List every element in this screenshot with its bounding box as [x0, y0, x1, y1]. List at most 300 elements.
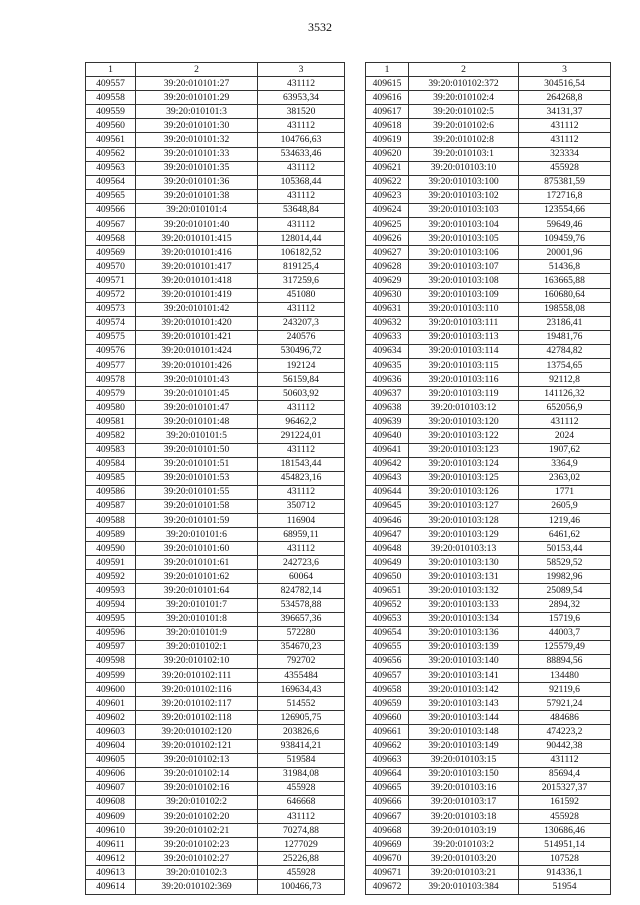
cadastral-number: 39:20:010103:127: [409, 499, 519, 513]
row-number: 409644: [366, 485, 409, 499]
cadastral-value: 519584: [258, 753, 345, 767]
cadastral-value: 181543,44: [258, 457, 345, 471]
row-number: 409662: [366, 739, 409, 753]
row-number: 409616: [366, 91, 409, 105]
table-row: [86, 471, 345, 485]
row-number: 409615: [366, 77, 409, 91]
cadastral-number: 39:20:010103:384: [409, 880, 519, 894]
table-row: [86, 147, 345, 161]
row-number: 409648: [366, 542, 409, 556]
row-number: 409573: [86, 302, 136, 316]
column-header-2: 2: [409, 63, 519, 77]
cadastral-number: 39:20:010103:1: [409, 147, 519, 161]
cadastral-value: 63953,34: [258, 91, 345, 105]
cadastral-value: 105368,44: [258, 175, 345, 189]
table-row: [366, 105, 611, 119]
table-row: [366, 77, 611, 91]
cadastral-number: 39:20:010101:421: [136, 330, 258, 344]
cadastral-value: 59649,46: [519, 218, 611, 232]
table-row: [366, 838, 611, 852]
cadastral-number: 39:20:010102:10: [136, 654, 258, 668]
cadastral-number: 39:20:010103:106: [409, 246, 519, 260]
row-number: 409640: [366, 429, 409, 443]
table-row: [86, 612, 345, 626]
row-number: 409598: [86, 654, 136, 668]
row-number: 409625: [366, 218, 409, 232]
cadastral-value: 454823,16: [258, 471, 345, 485]
row-number: 409668: [366, 824, 409, 838]
cadastral-value: 109459,76: [519, 232, 611, 246]
cadastral-number: 39:20:010103:100: [409, 175, 519, 189]
table-row: [86, 809, 345, 823]
cadastral-number: 39:20:010102:2: [136, 795, 258, 809]
cadastral-value: 317259,6: [258, 274, 345, 288]
row-number: 409628: [366, 260, 409, 274]
table-row: [86, 203, 345, 217]
cadastral-number: 39:20:010103:103: [409, 203, 519, 217]
table-row: [86, 358, 345, 372]
table-row: [366, 570, 611, 584]
table-row: [86, 739, 345, 753]
cadastral-number: 39:20:010103:110: [409, 302, 519, 316]
column-header-1: 1: [86, 63, 136, 77]
row-number: 409582: [86, 429, 136, 443]
table-body-left: [86, 77, 345, 894]
row-number: 409597: [86, 640, 136, 654]
row-number: 409583: [86, 443, 136, 457]
table-row: [86, 683, 345, 697]
cadastral-value: 396657,36: [258, 612, 345, 626]
row-number: 409618: [366, 119, 409, 133]
table-row: [86, 373, 345, 387]
row-number: 409557: [86, 77, 136, 91]
table-row: [86, 274, 345, 288]
table-row: [86, 838, 345, 852]
table-row: [86, 387, 345, 401]
cadastral-number: 39:20:010102:20: [136, 809, 258, 823]
cadastral-number: 39:20:010102:372: [409, 77, 519, 91]
cadastral-number: 39:20:010103:125: [409, 471, 519, 485]
cadastral-number: 39:20:010103:150: [409, 767, 519, 781]
cadastral-number: 39:20:010101:58: [136, 499, 258, 513]
table-row: [366, 725, 611, 739]
cadastral-value: 203826,6: [258, 725, 345, 739]
cadastral-value: 646668: [258, 795, 345, 809]
row-number: 409652: [366, 598, 409, 612]
cadastral-value: 50603,92: [258, 387, 345, 401]
row-number: 409646: [366, 514, 409, 528]
table-row: [86, 415, 345, 429]
cadastral-value: 474223,2: [519, 725, 611, 739]
cadastral-value: 1219,46: [519, 514, 611, 528]
cadastral-value: 431112: [258, 485, 345, 499]
cadastral-number: 39:20:010101:38: [136, 189, 258, 203]
cadastral-value: 455928: [519, 161, 611, 175]
row-number: 409665: [366, 781, 409, 795]
table-row: [366, 288, 611, 302]
table-row: [86, 189, 345, 203]
row-number: 409610: [86, 824, 136, 838]
table-row: [86, 514, 345, 528]
cadastral-number: 39:20:010102:111: [136, 669, 258, 683]
cadastral-value: 192124: [258, 358, 345, 372]
cadastral-number: 39:20:010103:111: [409, 316, 519, 330]
row-number: 409559: [86, 105, 136, 119]
row-number: 409639: [366, 415, 409, 429]
cadastral-value: 126905,75: [258, 711, 345, 725]
table-row: [86, 330, 345, 344]
table-row: [86, 697, 345, 711]
cadastral-number: 39:20:010103:109: [409, 288, 519, 302]
page-number: 3532: [308, 20, 332, 34]
cadastral-number: 39:20:010101:59: [136, 514, 258, 528]
row-number: 409565: [86, 189, 136, 203]
cadastral-number: 39:20:010101:7: [136, 598, 258, 612]
row-number: 409607: [86, 781, 136, 795]
table-row: [366, 556, 611, 570]
cadastral-value: 242723,6: [258, 556, 345, 570]
cadastral-value: 23186,41: [519, 316, 611, 330]
table-row: [366, 542, 611, 556]
cadastral-number: 39:20:010101:420: [136, 316, 258, 330]
cadastral-value: 381520: [258, 105, 345, 119]
row-number: 409580: [86, 401, 136, 415]
row-number: 409617: [366, 105, 409, 119]
cadastral-value: 1907,62: [519, 443, 611, 457]
cadastral-number: 39:20:010101:4: [136, 203, 258, 217]
cadastral-number: 39:20:010103:141: [409, 669, 519, 683]
row-number: 409570: [86, 260, 136, 274]
table-row: [366, 358, 611, 372]
column-header-2: 2: [136, 63, 258, 77]
cadastral-number: 39:20:010103:134: [409, 612, 519, 626]
cadastral-value: 514552: [258, 697, 345, 711]
row-number: 409638: [366, 401, 409, 415]
column-header-3: 3: [519, 63, 611, 77]
cadastral-value: 161592: [519, 795, 611, 809]
row-number: 409578: [86, 373, 136, 387]
cadastral-value: 534633,46: [258, 147, 345, 161]
header-row: [366, 63, 611, 77]
table-row: [366, 373, 611, 387]
table-row: [366, 401, 611, 415]
cadastral-value: 44003,7: [519, 626, 611, 640]
row-number: 409571: [86, 274, 136, 288]
cadastral-number: 39:20:010101:33: [136, 147, 258, 161]
row-number: 409603: [86, 725, 136, 739]
cadastral-number: 39:20:010103:133: [409, 598, 519, 612]
cadastral-value: 484686: [519, 711, 611, 725]
cadastral-value: 2015327,37: [519, 781, 611, 795]
row-number: 409645: [366, 499, 409, 513]
table-row: [86, 852, 345, 866]
cadastral-number: 39:20:010103:16: [409, 781, 519, 795]
cadastral-value: 875381,59: [519, 175, 611, 189]
cadastral-number: 39:20:010103:12: [409, 401, 519, 415]
cadastral-number: 39:20:010102:8: [409, 133, 519, 147]
row-number: 409614: [86, 880, 136, 894]
table-row: [86, 725, 345, 739]
table-row: [366, 161, 611, 175]
cadastral-value: 107528: [519, 852, 611, 866]
table-row: [86, 443, 345, 457]
cadastral-number: 39:20:010101:32: [136, 133, 258, 147]
cadastral-value: 431112: [258, 77, 345, 91]
cadastral-value: 455928: [258, 866, 345, 880]
cadastral-value: 15719,6: [519, 612, 611, 626]
cadastral-number: 39:20:010102:6: [409, 119, 519, 133]
table-row: [86, 288, 345, 302]
table-row: [86, 161, 345, 175]
cadastral-number: 39:20:010102:16: [136, 781, 258, 795]
table-row: [86, 91, 345, 105]
table-row: [86, 626, 345, 640]
cadastral-number: 39:20:010103:15: [409, 753, 519, 767]
cadastral-number: 39:20:010101:416: [136, 246, 258, 260]
table-row: [366, 781, 611, 795]
table-row: [86, 866, 345, 880]
table-row: [86, 218, 345, 232]
table-row: [366, 612, 611, 626]
table-row: [366, 528, 611, 542]
row-number: 409659: [366, 697, 409, 711]
cadastral-number: 39:20:010101:8: [136, 612, 258, 626]
cadastral-value: 2894,32: [519, 598, 611, 612]
cadastral-value: 92112,8: [519, 373, 611, 387]
cadastral-number: 39:20:010101:55: [136, 485, 258, 499]
row-number: 409669: [366, 838, 409, 852]
row-number: 409568: [86, 232, 136, 246]
row-number: 409612: [86, 852, 136, 866]
row-number: 409672: [366, 880, 409, 894]
row-number: 409594: [86, 598, 136, 612]
table-row: [86, 457, 345, 471]
row-number: 409608: [86, 795, 136, 809]
cadastral-value: 350712: [258, 499, 345, 513]
cadastral-value: 116904: [258, 514, 345, 528]
row-number: 409605: [86, 753, 136, 767]
cadastral-number: 39:20:010103:124: [409, 457, 519, 471]
cadastral-value: 4355484: [258, 669, 345, 683]
row-number: 409671: [366, 866, 409, 880]
cadastral-number: 39:20:010101:27: [136, 77, 258, 91]
table-row: [366, 514, 611, 528]
cadastral-value: 19481,76: [519, 330, 611, 344]
cadastral-value: 125579,49: [519, 640, 611, 654]
row-number: 409600: [86, 683, 136, 697]
table-row: [366, 274, 611, 288]
table-row: [86, 767, 345, 781]
cadastral-value: 172716,8: [519, 189, 611, 203]
table-row: [366, 316, 611, 330]
table-row: [366, 640, 611, 654]
table-row: [366, 852, 611, 866]
table-row: [86, 344, 345, 358]
table-row: [86, 485, 345, 499]
table-row: [366, 697, 611, 711]
cadastral-value: 169634,43: [258, 683, 345, 697]
cadastral-number: 39:20:010101:6: [136, 528, 258, 542]
cadastral-number: 39:20:010103:2: [409, 838, 519, 852]
table-row: [366, 739, 611, 753]
row-number: 409666: [366, 795, 409, 809]
row-number: 409624: [366, 203, 409, 217]
row-number: 409591: [86, 556, 136, 570]
cadastral-number: 39:20:010102:13: [136, 753, 258, 767]
table-row: [366, 654, 611, 668]
table-row: [366, 260, 611, 274]
cadastral-value: 51954: [519, 880, 611, 894]
cadastral-value: 31984,08: [258, 767, 345, 781]
cadastral-value: 2605,9: [519, 499, 611, 513]
cadastral-number: 39:20:010102:118: [136, 711, 258, 725]
row-number: 409647: [366, 528, 409, 542]
cadastral-value: 431112: [258, 542, 345, 556]
row-number: 409601: [86, 697, 136, 711]
cadastral-number: 39:20:010101:50: [136, 443, 258, 457]
table-row: [366, 584, 611, 598]
table-row: [86, 753, 345, 767]
cadastral-value: 42784,82: [519, 344, 611, 358]
cadastral-value: 198558,08: [519, 302, 611, 316]
cadastral-number: 39:20:010101:5: [136, 429, 258, 443]
table-row: [366, 711, 611, 725]
cadastral-value: 90442,38: [519, 739, 611, 753]
table-row: [366, 133, 611, 147]
table-row: [86, 499, 345, 513]
row-number: 409587: [86, 499, 136, 513]
cadastral-value: 104766,63: [258, 133, 345, 147]
cadastral-number: 39:20:010102:369: [136, 880, 258, 894]
row-number: 409656: [366, 654, 409, 668]
row-number: 409575: [86, 330, 136, 344]
table-row: [86, 105, 345, 119]
cadastral-number: 39:20:010101:47: [136, 401, 258, 415]
table-row: [86, 542, 345, 556]
table-row: [86, 175, 345, 189]
row-number: 409579: [86, 387, 136, 401]
table-row: [366, 598, 611, 612]
cadastral-number: 39:20:010103:142: [409, 683, 519, 697]
table-row: [86, 669, 345, 683]
row-number: 409585: [86, 471, 136, 485]
cadastral-value: 431112: [519, 415, 611, 429]
cadastral-number: 39:20:010101:3: [136, 105, 258, 119]
cadastral-number: 39:20:010101:35: [136, 161, 258, 175]
cadastral-number: 39:20:010102:121: [136, 739, 258, 753]
cadastral-number: 39:20:010101:43: [136, 373, 258, 387]
cadastral-value: 85694,4: [519, 767, 611, 781]
cadastral-number: 39:20:010103:149: [409, 739, 519, 753]
table-row: [86, 429, 345, 443]
cadastral-number: 39:20:010103:144: [409, 711, 519, 725]
cadastral-value: 130686,46: [519, 824, 611, 838]
row-number: 409576: [86, 344, 136, 358]
cadastral-number: 39:20:010103:123: [409, 443, 519, 457]
row-number: 409613: [86, 866, 136, 880]
cadastral-number: 39:20:010101:29: [136, 91, 258, 105]
table-row: [366, 147, 611, 161]
table-row: [86, 260, 345, 274]
cadastral-number: 39:20:010103:140: [409, 654, 519, 668]
row-number: 409581: [86, 415, 136, 429]
cadastral-value: 514951,14: [519, 838, 611, 852]
cadastral-number: 39:20:010103:139: [409, 640, 519, 654]
cadastral-value: 134480: [519, 669, 611, 683]
cadastral-number: 39:20:010101:9: [136, 626, 258, 640]
cadastral-number: 39:20:010101:61: [136, 556, 258, 570]
cadastral-number: 39:20:010102:21: [136, 824, 258, 838]
cadastral-value: 431112: [258, 161, 345, 175]
row-number: 409658: [366, 683, 409, 697]
row-number: 409622: [366, 175, 409, 189]
cadastral-number: 39:20:010103:129: [409, 528, 519, 542]
row-number: 409641: [366, 443, 409, 457]
cadastral-value: 354670,23: [258, 640, 345, 654]
registry-table-right: [365, 62, 611, 895]
cadastral-value: 141126,32: [519, 387, 611, 401]
table-row: [86, 556, 345, 570]
table-row: [86, 133, 345, 147]
cadastral-number: 39:20:010101:417: [136, 260, 258, 274]
cadastral-number: 39:20:010102:4: [409, 91, 519, 105]
table-row: [366, 246, 611, 260]
row-number: 409661: [366, 725, 409, 739]
cadastral-number: 39:20:010102:1: [136, 640, 258, 654]
table-row: [366, 119, 611, 133]
header-row: [86, 63, 345, 77]
cadastral-number: 39:20:010101:64: [136, 584, 258, 598]
row-number: 409651: [366, 584, 409, 598]
cadastral-number: 39:20:010101:426: [136, 358, 258, 372]
row-number: 409619: [366, 133, 409, 147]
cadastral-number: 39:20:010103:128: [409, 514, 519, 528]
cadastral-value: 455928: [258, 781, 345, 795]
row-number: 409560: [86, 119, 136, 133]
table-row: [366, 471, 611, 485]
row-number: 409590: [86, 542, 136, 556]
row-number: 409663: [366, 753, 409, 767]
table-row: [366, 330, 611, 344]
cadastral-number: 39:20:010103:143: [409, 697, 519, 711]
cadastral-value: 92119,6: [519, 683, 611, 697]
row-number: 409562: [86, 147, 136, 161]
table-row: [86, 302, 345, 316]
row-number: 409596: [86, 626, 136, 640]
row-number: 409611: [86, 838, 136, 852]
cadastral-value: 243207,3: [258, 316, 345, 330]
table-row: [86, 781, 345, 795]
row-number: 409660: [366, 711, 409, 725]
cadastral-number: 39:20:010101:415: [136, 232, 258, 246]
cadastral-number: 39:20:010103:19: [409, 824, 519, 838]
row-number: 409636: [366, 373, 409, 387]
cadastral-number: 39:20:010102:23: [136, 838, 258, 852]
cadastral-number: 39:20:010103:131: [409, 570, 519, 584]
row-number: 409623: [366, 189, 409, 203]
table-row: [366, 866, 611, 880]
table-row: [86, 77, 345, 91]
table-row: [86, 824, 345, 838]
cadastral-value: 323334: [519, 147, 611, 161]
cadastral-value: 431112: [258, 401, 345, 415]
row-number: 409563: [86, 161, 136, 175]
cadastral-value: 20001,96: [519, 246, 611, 260]
cadastral-number: 39:20:010102:3: [136, 866, 258, 880]
row-number: 409655: [366, 640, 409, 654]
table-row: [366, 189, 611, 203]
table-row: [366, 683, 611, 697]
